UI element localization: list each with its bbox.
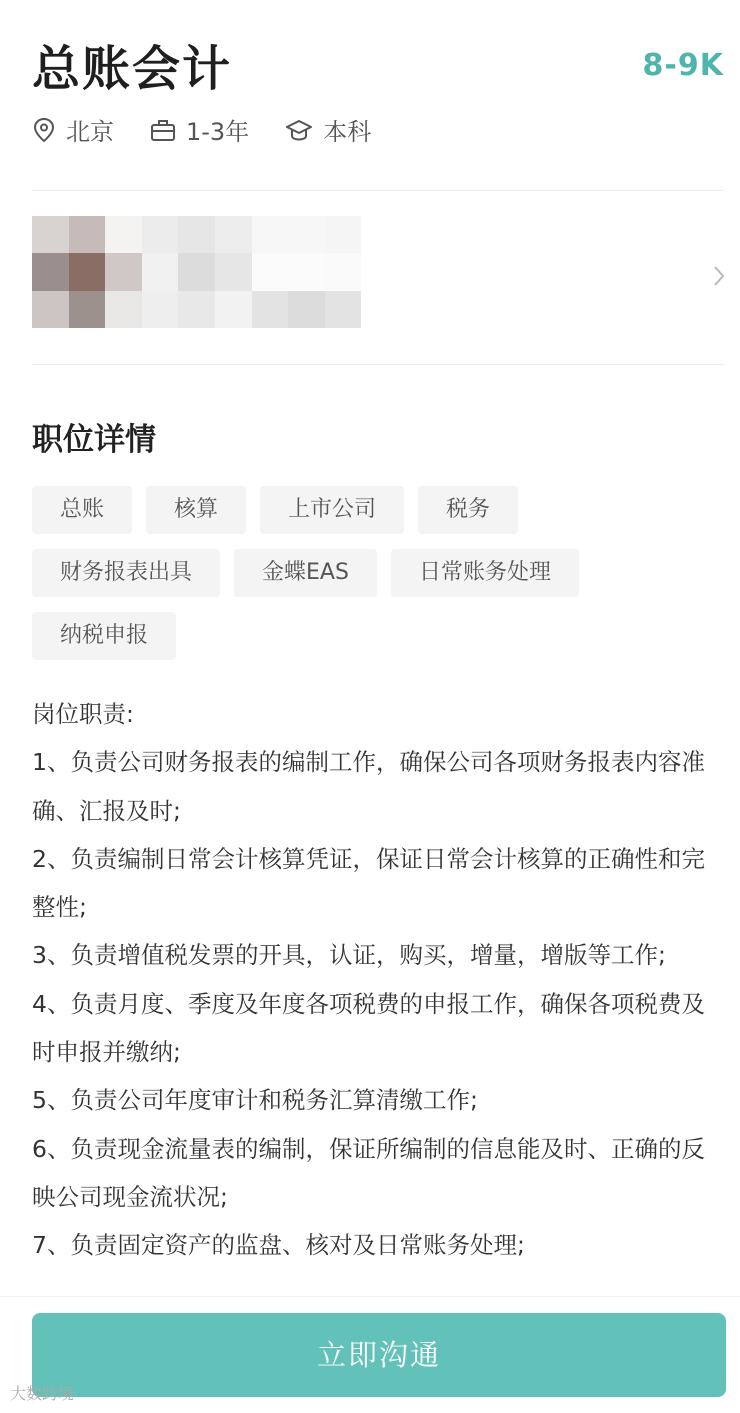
tag: 税务 <box>418 486 518 534</box>
divider <box>32 190 724 191</box>
company-logo-blurred <box>32 216 362 328</box>
company-card[interactable] <box>32 216 362 328</box>
tag: 上市公司 <box>260 486 404 534</box>
experience <box>150 112 249 147</box>
job-description: 岗位职责: 1、负责公司财务报表的编制工作，确保公司各项财务报表内容准确、汇报及时; 2、负责编制日常会计核算凭证，保证日常会计核算的正确性和完整性; 3、负责增值税发票的开具，认证，购买，增量，增版等工作; 4、负责月度、季度及年度各项税费的申报工作，确保各项税费及时申报并缴纳; 5、负责公司年度审计和税务汇算清缴工作; 6、负责现金流量表的编制，保证所编制的信息能及时、正确的反映公司现金流状况; 7、负责固定资产的监盘、核对及日常账务处理; <box>32 700 705 1260</box>
briefcase-icon <box>150 118 176 142</box>
graduation-cap-icon <box>285 118 313 142</box>
section-title: 职位详情 <box>32 422 156 458</box>
education <box>285 112 371 147</box>
education-text: 本科 <box>323 118 372 146</box>
location-text: 北京 <box>66 118 114 146</box>
tag: 总账 <box>32 486 132 534</box>
experience-text: 1-3年 <box>186 118 250 146</box>
watermark: 大数跨境 <box>10 1384 75 1403</box>
tag: 财务报表出具 <box>32 549 220 597</box>
divider <box>32 364 724 365</box>
skill-tags <box>32 486 722 675</box>
tag: 金蝶EAS <box>234 549 377 597</box>
location-pin-icon <box>32 117 56 143</box>
tag: 日常账务处理 <box>391 549 579 597</box>
tag: 核算 <box>146 486 246 534</box>
tag: 纳税申报 <box>32 612 176 660</box>
job-title: 总账会计 <box>32 41 233 97</box>
chevron-right-icon[interactable] <box>712 264 726 288</box>
bottom-action-bar <box>0 1296 740 1413</box>
chat-now-button[interactable]: 立即沟通 <box>32 1313 726 1397</box>
location <box>32 112 114 147</box>
salary: 8-9K <box>642 48 724 83</box>
job-meta <box>32 112 407 147</box>
